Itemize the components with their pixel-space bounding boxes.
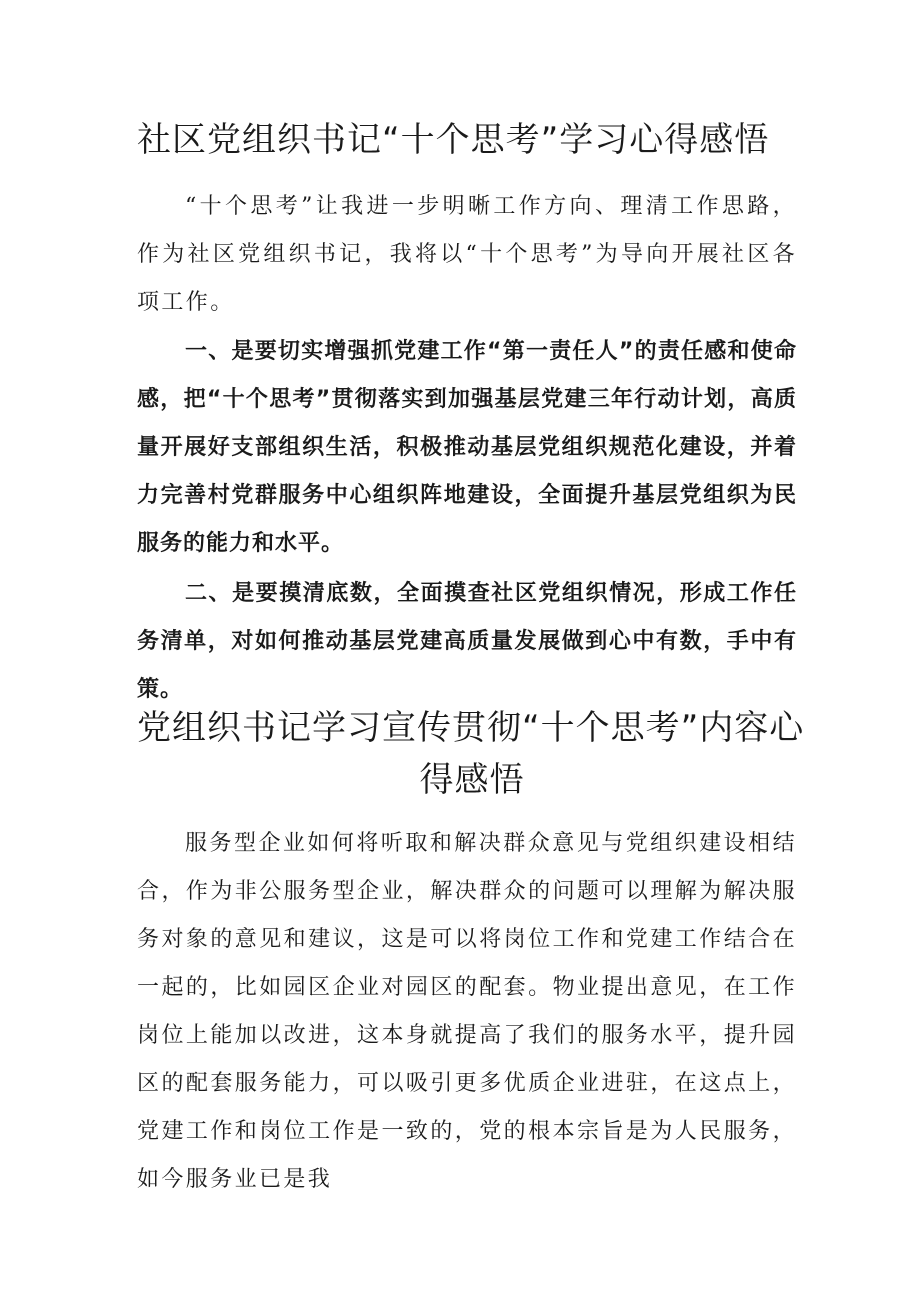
section1-point-two-paragraph: 二、是要摸清底数，全面摸查社区党组织情况，形成工作任务清单，对如何推动基层党建高质量发展做到心中有数，手中有策。 xyxy=(137,581,797,702)
section1-point-one-paragraph: 一、是要切实增强抓党建工作“第一责任人”的责任感和使命感，把“十个思考”贯彻落实到加强基层党建三年行动计划，高质量开展好支部组织生活，积极推动基层党组织规范化建设，并着力完善村党群服务中心组织阵地建设，全面提升基层党组织为民服务的能力和水平。 xyxy=(137,339,797,556)
section1-intro-paragraph: “十个思考”让我进一步明晰工作方向、理清工作思路，作为社区党组织书记，我将以“十个思考”为导向开展社区各项工作。 xyxy=(137,194,797,315)
section2-title-line2: 得感悟 xyxy=(419,760,525,800)
section1-title: 社区党组织书记“十个思考”学习心得感悟 xyxy=(137,120,770,160)
section2-body-paragraph: 服务型企业如何将听取和解决群众意见与党组织建设相结合，作为非公服务型企业，解决群众的问题可以理解为解决服务对象的意见和建议，这是可以将岗位工作和党建工作结合在一起的，比如园区企业对园区的配套。物业提出意见，在工作岗位上能加以改进，这本身就提高了我们的服务水平，提升园区的配套服务能力，可以吸引更多优质企业进驻，在这点上，党建工作和岗位工作是一致的，党的根本宗旨是为人民服务，如今服务业已是我 xyxy=(137,831,797,1192)
section2-title xyxy=(137,702,817,806)
section2-title-line1: 党组织书记学习宣传贯彻“十个思考”内容心 xyxy=(137,708,805,748)
